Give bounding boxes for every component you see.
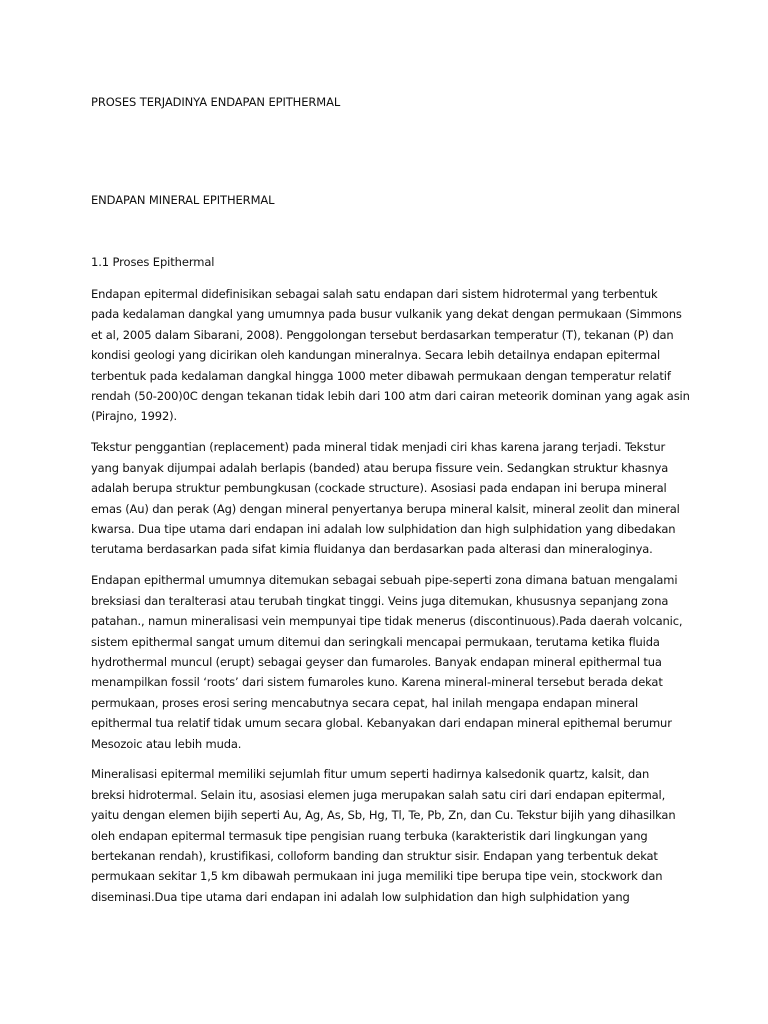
- text-line: bertekanan rendah), krustifikasi, colloform banding dan struktur sisir. Endapan yang terbentuk dekat: [91, 849, 658, 864]
- paragraph-2: [91, 437, 680, 559]
- text-line: hydrothermal muncul (erupt) sebagai geyser dan fumaroles. Banyak endapan mineral epithermal tua: [91, 654, 662, 669]
- text-line: yang banyak dijumpai adalah berlapis (banded) atau berupa fissure vein. Sedangkan struktur khasnya: [91, 460, 669, 475]
- text-line: terbentuk pada kedalaman dangkal hingga 1000 meter dibawah permukaan dengan temperatur relatif: [91, 368, 671, 383]
- text-line: (Pirajno, 1992).: [91, 409, 177, 424]
- text-line: rendah (50-200)0C dengan tekanan tidak lebih dari 100 atm dari cairan meteorik dominan yang agak asin: [91, 389, 690, 404]
- text-line: terutama berdasarkan pada sifat kimia fluidanya dan berdasarkan pada alterasi dan mineraloginya.: [91, 542, 653, 557]
- text-line: kondisi geologi yang dicirikan oleh kandungan mineralnya. Secara lebih detailnya endapan epitermal: [91, 348, 661, 363]
- paragraph-3: [91, 570, 683, 754]
- text-line: sistem epithermal sangat umum ditemui dan seringkali mencapai permukaan, terutama ketika fluida: [91, 634, 660, 649]
- text-line: menampilkan fossil ‘roots’ dari sistem fumaroles kuno. Karena mineral-mineral tersebut berada dekat: [91, 675, 663, 690]
- text-line: patahan., namun mineralisasi vein mempunyai tipe tidak menerus (discontinuous).Pada daerah volcanic,: [91, 614, 683, 629]
- text-line: permukaan, proses erosi sering mencabutnya secara cepat, hal inilah mengapa endapan mineral: [91, 695, 639, 710]
- text-line: Mineralisasi epitermal memiliki sejumlah fitur umum seperti hadirnya kalsedonik quartz, kalsit, dan: [91, 767, 650, 782]
- text-line: adalah berupa struktur pembungkusan (cockade structure). Asosiasi pada endapan ini berupa mineral: [91, 481, 667, 496]
- text-line: Mesozoic atau lebih muda.: [91, 736, 242, 751]
- text-line: Endapan epithermal umumnya ditemukan sebagai sebuah pipe-seperti zona dimana batuan mengalami: [91, 573, 678, 588]
- paragraph-4: [91, 764, 676, 907]
- text-line: diseminasi.Dua tipe utama dari endapan ini adalah low sulphidation dan high sulphidation yang: [91, 889, 630, 904]
- text-line: Endapan epitermal didefinisikan sebagai salah satu endapan dari sistem hidrotermal yang terbentuk: [91, 287, 658, 301]
- text-line: permukaan sekitar 1,5 km dibawah permukaan ini juga memiliki tipe berupa tipe vein, stockwork dan: [91, 869, 663, 884]
- text-line: Tekstur penggantian (replacement) pada mineral tidak menjadi ciri khas karena jarang terjadi. Tekstur: [91, 440, 666, 455]
- text-line: oleh endapan epitermal termasuk tipe pengisian ruang terbuka (karakteristik dari lingkungan yang: [91, 828, 648, 843]
- text-line: epithermal tua relatif tidak umum secara global. Kebanyakan dari endapan mineral epithemal berumur: [91, 716, 672, 731]
- text-line: yaitu dengan elemen bijih seperti Au, Ag, As, Sb, Hg, Tl, Te, Pb, Zn, dan Cu. Tekstur bijih yang dihasilkan: [91, 808, 676, 823]
- section-title: ENDAPAN MINERAL EPITHERMAL: [91, 193, 275, 207]
- document-body: [91, 92, 690, 918]
- text-line: kwarsa. Dua tipe utama dari endapan ini adalah low sulphidation dan high sulphidation yang dibedakan: [91, 521, 676, 536]
- text-line: pada kedalaman dangkal yang umumnya pada busur vulkanik yang dekat dengan permukaan (Simmons: [91, 307, 682, 322]
- text-line: breksiasi dan teralterasi atau terubah tingkat tinggi. Veins juga ditemukan, khususnya sepanjang zona: [91, 593, 669, 608]
- text-line: breksi hidrotermal. Selain itu, asosiasi elemen juga merupakan salah satu ciri dari endapan epitermal,: [91, 787, 666, 802]
- paragraph-1: [91, 284, 690, 427]
- text-line: emas (Au) dan perak (Ag) dengan mineral penyertanya berupa mineral kalsit, mineral zeolit dan mineral: [91, 501, 680, 516]
- document-title: PROSES TERJADINYA ENDAPAN EPITHERMAL: [91, 95, 341, 109]
- subsection-title: 1.1 Proses Epithermal: [91, 255, 215, 269]
- text-line: et al, 2005 dalam Sibarani, 2008). Penggolongan tersebut berdasarkan temperatur (T), tekanan (P) dan: [91, 327, 674, 342]
